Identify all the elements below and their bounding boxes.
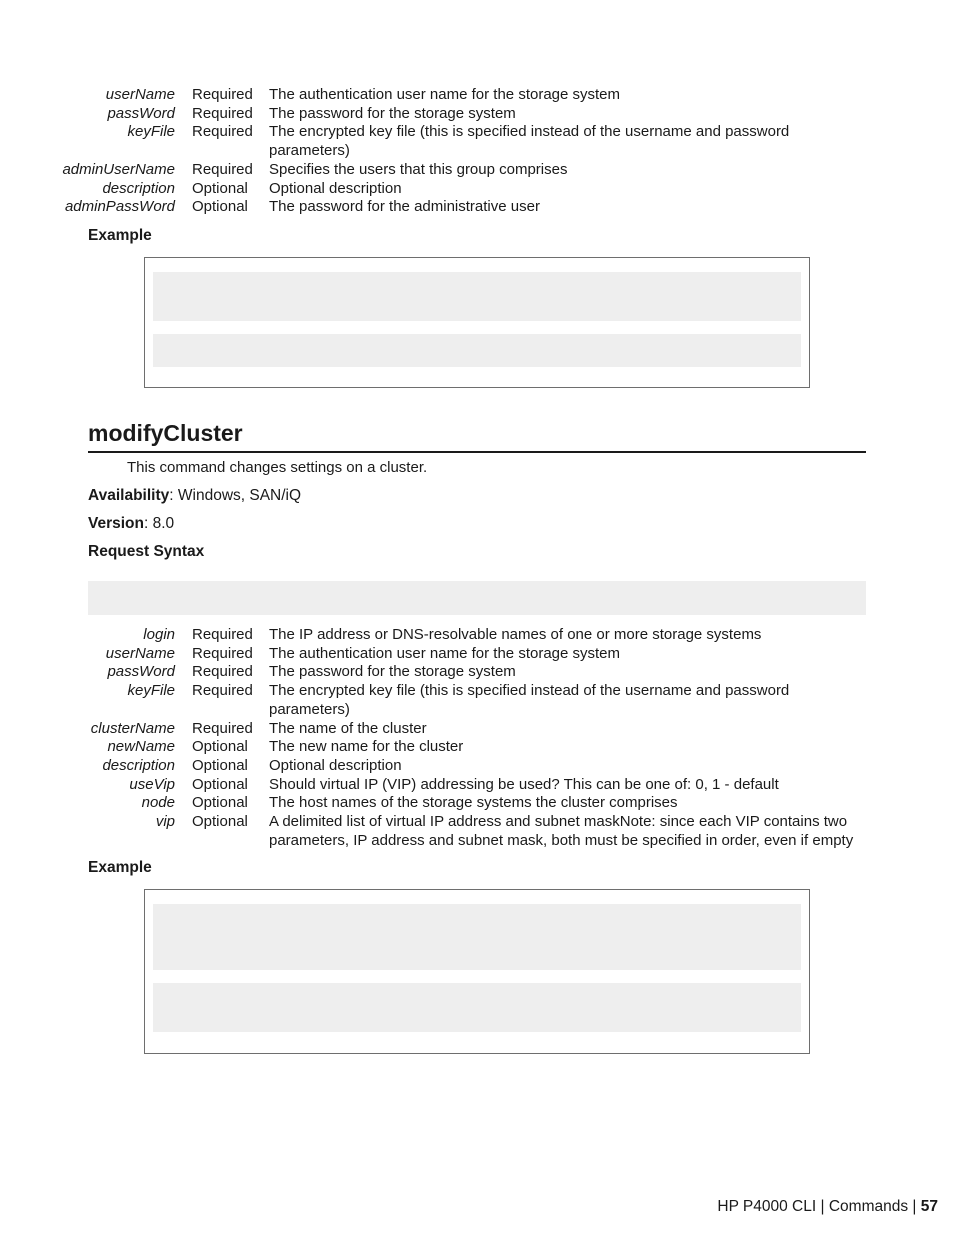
param-description: The encrypted key file (this is specified instead of the username and password parameters) [269,682,790,718]
param-name: clusterName [90,719,175,737]
param-requirement: Required [192,682,253,700]
param-requirement: Optional [192,794,248,812]
param-description: Optional description [269,179,402,197]
param-description: A delimited list of virtual IP address and subnet maskNote: since each VIP contains two parameters, IP address and subnet mask, both must be specified in order, even if empty [269,813,854,849]
param-row [0,794,954,813]
param-row [0,738,954,757]
param-row [0,123,954,160]
param-row [0,645,954,664]
param-requirement: Required [192,663,253,681]
param-description: The password for the administrative user [269,198,540,216]
param-description: The password for the storage system [269,663,516,681]
param-description: The authentication user name for the storage system [269,644,621,662]
param-description: The new name for the cluster [269,738,464,756]
param-requirement: Optional [192,813,248,831]
code-block [153,272,801,321]
footer-separator: | [820,1198,825,1215]
param-requirement: Required [192,644,253,662]
param-requirement: Optional [192,775,248,793]
param-description: The IP address or DNS-resolvable names of one or more storage systems [269,626,762,643]
param-requirement: Required [192,104,253,122]
param-row [0,198,954,217]
param-name: login [143,626,175,643]
top-example-box [144,257,810,388]
availability-label: Availability [88,487,170,504]
param-description: The encrypted key file (this is specified instead of the username and password parameters) [269,123,790,160]
request-syntax-block [88,581,866,615]
footer-chapter: Commands [828,1198,909,1215]
param-requirement: Optional [192,179,248,197]
param-row [0,720,954,739]
param-name: keyFile [127,682,175,700]
param-row [0,682,954,719]
param-name: newName [107,738,175,756]
version-label: Version [88,515,144,532]
param-row [0,663,954,682]
param-name: keyFile [127,123,175,141]
param-requirement: Required [192,626,253,643]
param-requirement: Required [192,719,253,737]
section-intro: This command changes settings on a cluster. [127,459,428,476]
param-description: The name of the cluster [269,719,427,737]
param-name: node [141,794,175,812]
page-footer [717,1198,938,1216]
param-row [0,776,954,795]
param-requirement: Optional [192,198,248,216]
param-name: description [102,756,175,774]
param-name: passWord [107,104,175,122]
param-name: adminPassWord [64,198,175,216]
param-row [0,161,954,180]
param-description: Specifies the users that this group comprises [269,160,568,178]
param-name: passWord [107,663,175,681]
param-requirement: Required [192,86,253,103]
param-name: userName [105,86,175,103]
code-block [153,904,801,970]
availability-line [88,487,301,505]
request-syntax-label: Request Syntax [88,543,205,560]
availability-value: : Windows, SAN/iQ [169,487,302,504]
param-row [0,813,954,850]
param-description: Should virtual IP (VIP) addressing be used? This can be one of: 0, 1 - default [269,775,779,793]
page-number: 57 [920,1198,938,1215]
param-row [0,180,954,199]
code-block [153,334,801,367]
param-requirement: Optional [192,756,248,774]
param-requirement: Optional [192,738,248,756]
param-name: useVip [129,775,175,793]
footer-doc-title: HP P4000 CLI [717,1198,817,1215]
section-rule [88,451,866,453]
param-description: The authentication user name for the storage system [269,86,621,103]
param-name: userName [105,644,175,662]
param-row [0,105,954,124]
top-example-label: Example [88,227,152,244]
param-row [0,757,954,776]
param-name: description [102,179,175,197]
section-example-box [144,889,810,1054]
param-name: adminUserName [62,160,175,178]
code-block [153,983,801,1032]
param-row [0,86,954,105]
param-name: vip [155,813,175,831]
section-param-table [0,626,954,850]
section-title: modifyCluster [88,420,243,446]
param-requirement: Required [192,123,253,141]
param-row [0,626,954,645]
section-example-label: Example [88,859,152,876]
param-description: Optional description [269,756,402,774]
top-param-table [0,86,954,217]
param-description: The password for the storage system [269,104,516,122]
param-requirement: Required [192,160,253,178]
version-value: : 8.0 [144,515,175,532]
version-line [88,515,174,533]
footer-separator: | [912,1198,917,1215]
param-description: The host names of the storage systems the cluster comprises [269,794,678,812]
